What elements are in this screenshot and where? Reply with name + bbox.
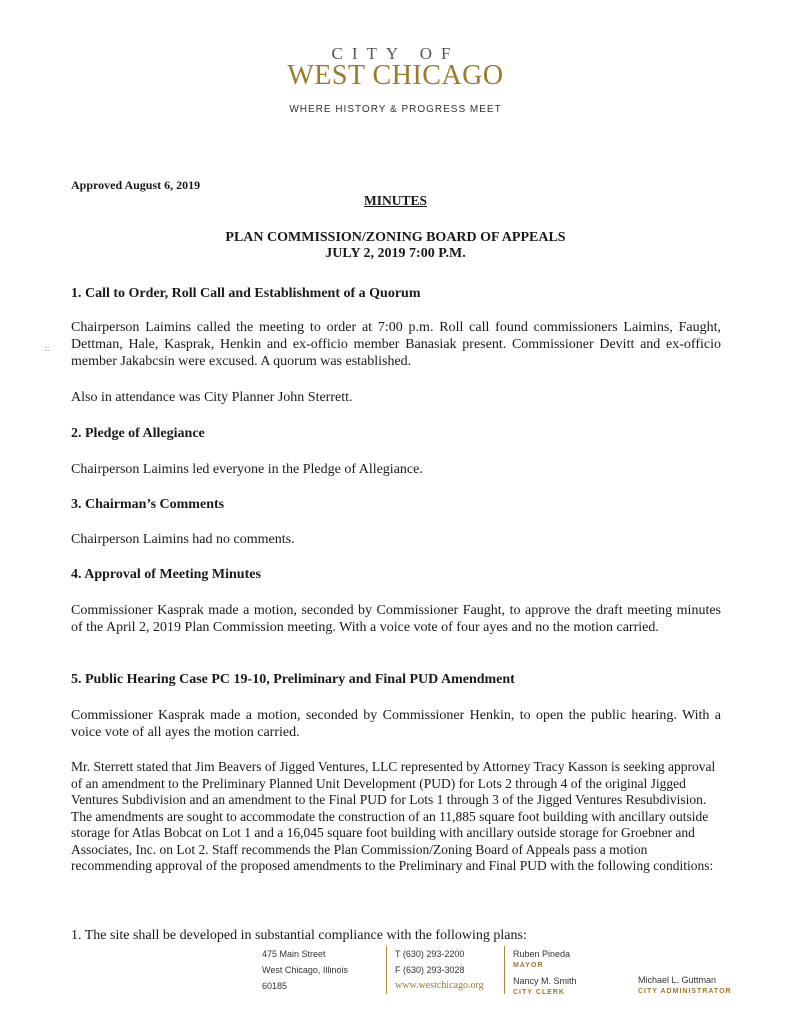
section-3-heading: 3. Chairman’s Comments <box>71 497 225 512</box>
section-5-heading: 5. Public Hearing Case PC 19-10, Preliminary and Final PUD Amendment <box>71 672 515 687</box>
administrator-name: Michael L. Guttman <box>638 975 717 985</box>
footer-street: 475 Main Street <box>262 949 326 959</box>
section-4-paragraph-1: Commissioner Kasprak made a motion, seconded by Commissioner Faught, to approve the draft meeting minutes of the April 2, 2019 Plan Commission meeting. With a voice vote of four ayes and no the motion carried. <box>71 603 721 635</box>
logo-city-name: WEST CHICAGO <box>287 60 504 91</box>
minutes-heading: MINUTES <box>363 193 427 208</box>
logo-city-of: CITY OF <box>331 44 460 63</box>
footer-city: West Chicago, Illinois <box>262 965 348 975</box>
mayor-name: Ruben Pineda <box>513 949 571 959</box>
mayor-role: MAYOR <box>513 962 544 969</box>
footer-fax: F (630) 293-3028 <box>395 965 465 975</box>
footer-administrator <box>638 972 732 995</box>
meeting-title: PLAN COMMISSION/ZONING BOARD OF APPEALS <box>225 230 566 245</box>
section-1-paragraph-2: Also in attendance was City Planner John Sterrett. <box>71 390 353 405</box>
footer-contact <box>386 946 484 994</box>
section-2-paragraph-1: Chairperson Laimins led everyone in the Pledge of Allegiance. <box>71 462 423 477</box>
condition-list-item-1: 1. The site shall be developed in substantial compliance with the following plans: <box>71 928 527 943</box>
approval-date: Approved August 6, 2019 <box>71 178 201 192</box>
section-1-heading: 1. Call to Order, Roll Call and Establishment of a Quorum <box>71 286 421 301</box>
section-1-paragraph-1: Chairperson Laimins called the meeting to order at 7:00 p.m. Roll call found commissioners Laimins, Faught, Dettman, Hale, Kasprak, Henkin and ex-officio member Banasiak present. Commissioner Devitt and ex-officio member Jakabcsin were excused. A quorum was established. <box>71 320 721 369</box>
section-5-paragraph-2: Mr. Sterrett stated that Jim Beavers of Jigged Ventures, LLC represented by Attorney Tracy Kasson is seeking approval of an amendment to the Preliminary Planned Unit Development (PUD) for Lots 2 through 4 of the original Jigged Ventures Subdivision and an amendment to the Final PUD for Lots 1 through 3 of the Jigged Ventures Resubdivision. The amendments are sought to accommodate the construction of an 11,885 square foot building with ancillary outside storage for Atlas Bobcat on Lot 1 and a 16,045 square foot building with ancillary outside storage for Groebner and Associates, Inc. on Lot 2. Staff recommends the Plan Commission/Zoning Board of Appeals pass a motion recommending approval of the proposed amendments to the Preliminary and Final PUD with the following conditions: <box>71 759 716 873</box>
clerk-name: Nancy M. Smith <box>513 976 577 986</box>
footer-officials <box>504 946 577 994</box>
clerk-role: CITY CLERK <box>513 989 565 996</box>
footer-website-link[interactable]: www.westchicago.org <box>395 980 484 991</box>
meeting-date: JULY 2, 2019 7:00 P.M. <box>325 246 466 261</box>
footer-zip: 60185 <box>262 981 288 991</box>
administrator-role: CITY ADMINISTRATOR <box>638 988 732 995</box>
section-5-paragraph-1: Commissioner Kasprak made a motion, seconded by Commissioner Henkin, to open the public hearing. With a voice vote of all ayes the motion carried. <box>71 708 721 740</box>
section-4-heading: 4. Approval of Meeting Minutes <box>71 567 261 582</box>
footer-address <box>262 946 348 994</box>
logo-tagline: WHERE HISTORY & PROGRESS MEET <box>289 104 502 115</box>
footer-phone: T (630) 293-2200 <box>395 949 465 959</box>
margin-mark: :: <box>44 344 50 353</box>
section-2-heading: 2. Pledge of Allegiance <box>71 426 205 441</box>
section-3-paragraph-1: Chairperson Laimins had no comments. <box>71 532 295 547</box>
